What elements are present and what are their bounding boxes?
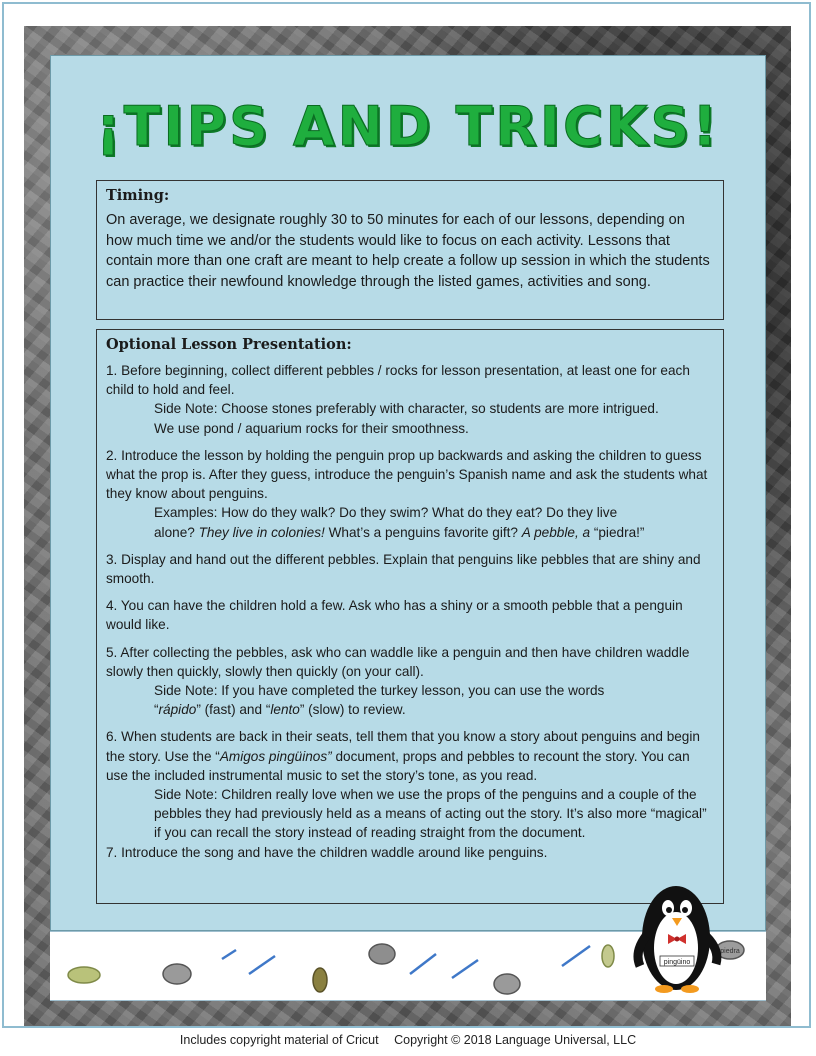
pebble-icon: [68, 967, 100, 983]
step-2-examples-line-b: [106, 523, 714, 542]
pebble-icon: [369, 944, 395, 964]
pebble-icon: [494, 974, 520, 994]
footer: [0, 1033, 816, 1047]
italic-rapido: rápido: [158, 702, 197, 718]
pebble-icon: [602, 945, 614, 967]
stick-icon: [410, 954, 436, 974]
step-5-note-line-b: [106, 700, 714, 719]
step-6-text: document, props and pebbles to recount the story. You can use the included instrumental music to set the story’s tone, as you read.: [106, 748, 690, 783]
penguin-mascot-icon: [628, 878, 728, 998]
step-1-note-line-b: We use pond / aquarium rocks for their smoothness.: [154, 420, 469, 436]
step-6-text: 6. When students are back in their seats, tell them that you know a story about penguins and begin the story. Use the “: [106, 729, 700, 764]
footer-copyright: Copyright © 2018 Language Universal, LLC: [394, 1033, 637, 1047]
stick-icon: [562, 946, 590, 966]
step-6-note: Side Note: Children really love when we use the props of the penguins and a couple of the pebbles they had previously held as a means of acting out the story. It’s also more “magical” if you can recall the story instead of reading straight from the document.: [154, 787, 707, 841]
pebble-icon: [313, 968, 327, 992]
step-2-examples-line-a: Examples: How do they walk? Do they swim? What do they eat? Do they live: [154, 505, 618, 521]
step-4: 4. You can have the children hold a few. Ask who has a shiny or a smooth pebble that a penguin would like.: [106, 598, 683, 633]
step-2-italic-colonies: They live in colonies!: [198, 524, 325, 540]
step-2: 2. Introduce the lesson by holding the penguin prop up backwards and asking the children to guess what the prop is. After they guess, introduce the penguin’s Spanish name and ask the students what they know about penguins.: [106, 447, 708, 502]
step-2-text: alone?: [154, 524, 199, 540]
lesson-presentation-section: [96, 329, 724, 904]
step-5-text: ” (slow) to review.: [299, 702, 406, 718]
step-5-note-line-a: Side Note: If you have completed the turkey lesson, you can use the words: [154, 683, 605, 699]
page-title: ¡TIPS AND TRICKS!: [96, 95, 720, 158]
stick-icon: [222, 950, 236, 959]
timing-section: [96, 180, 724, 320]
pebble-icon: [163, 964, 191, 984]
step-1-note-line-a: Side Note: Choose stones preferably with character, so students are more intrigued.: [154, 401, 659, 417]
lesson-heading: Optional Lesson Presentation:: [106, 336, 352, 353]
penguin-sign-label: pingüino: [663, 959, 691, 966]
stick-icon: [249, 956, 275, 974]
footer-cricut-notice: Includes copyright material of Cricut: [179, 1033, 379, 1047]
lesson-steps: [106, 361, 714, 862]
step-2-text: What’s a penguins favorite gift?: [324, 524, 522, 540]
step-5: 5. After collecting the pebbles, ask who can waddle like a penguin and then have children waddle slowly then quickly, slowly then quickly (on your call).: [106, 644, 690, 679]
rock-label: piedra: [720, 948, 740, 955]
step-6: [106, 727, 714, 785]
step-5-text: ” (fast) and “: [196, 702, 271, 718]
quote-mark: “: [154, 702, 159, 718]
step-3: 3. Display and hand out the different pebbles. Explain that penguins like pebbles that are shiny and smooth.: [106, 551, 701, 587]
italic-amigos-pinguinos: Amigos pingüinos”: [219, 748, 332, 764]
step-1: 1. Before beginning, collect different pebbles / rocks for lesson presentation, at least one for each child to hold and feel.: [106, 363, 690, 398]
timing-heading: Timing:: [106, 187, 170, 204]
step-2-italic-pebble: A pebble, a: [521, 524, 591, 540]
stick-icon: [452, 960, 478, 978]
step-2-text: “piedra!”: [590, 524, 645, 540]
timing-text: On average, we designate roughly 30 to 50 minutes for each of our lessons, depending on how much time we and/or the students would like to focus on each activity. Lessons that contain more than one craft are meant to help create a follow up session in which the students can practice their newfound knowledge through the listed games, activities and song.: [106, 212, 710, 290]
step-7: 7. Introduce the song and have the children waddle around like penguins.: [106, 844, 548, 860]
italic-lento: lento: [270, 702, 300, 718]
